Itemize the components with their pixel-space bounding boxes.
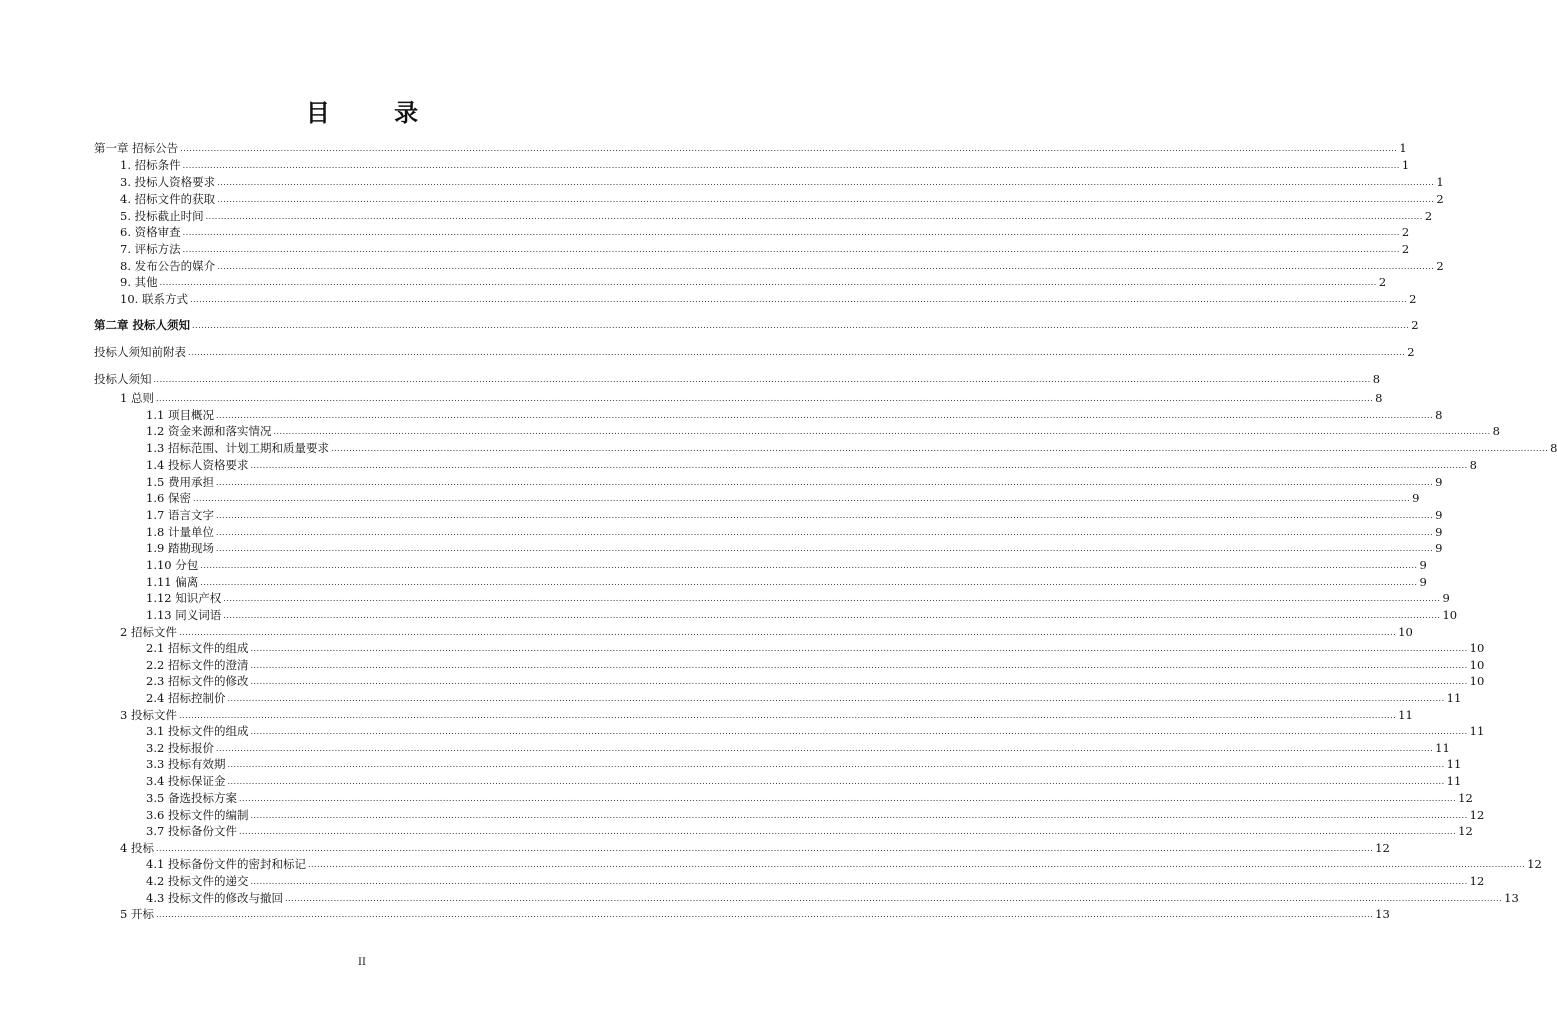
toc-entry-page: 13	[1504, 891, 1519, 905]
toc-entry-page: 12	[1458, 824, 1473, 838]
toc-entry-label: 4 投标	[120, 841, 154, 855]
toc-entry-page: 8	[1492, 424, 1500, 438]
toc-leader-dots: ................................................................................................................................................................................................................................................................................................................................................................................................................	[215, 511, 1434, 520]
toc-entry[interactable]	[94, 458, 1477, 472]
toc-entry-label: 4.1 投标备份文件的密封和标记	[146, 857, 306, 871]
toc-leader-dots: ................................................................................................................................................................................................................................................................................................................................................................................................................	[238, 827, 1457, 836]
toc-entry[interactable]	[94, 674, 1485, 688]
toc-entry[interactable]	[94, 209, 1433, 223]
toc-entry-page: 13	[1375, 907, 1390, 921]
toc-entry-label: 1.11 偏离	[146, 575, 199, 589]
toc-entry-label: 3.6 投标文件的编制	[146, 808, 249, 822]
toc-leader-dots: ................................................................................................................................................................................................................................................................................................................................................................................................................	[250, 877, 1468, 886]
toc-entry-page: 9	[1435, 475, 1443, 489]
toc-entry[interactable]	[94, 575, 1427, 589]
toc-entry[interactable]	[94, 242, 1410, 256]
toc-entry-page: 8	[1550, 441, 1557, 455]
toc-entry[interactable]	[94, 525, 1443, 539]
toc-entry-label: 4.3 投标文件的修改与撤回	[146, 891, 283, 905]
toc-entry-page: 10	[1442, 608, 1458, 622]
toc-entry-page: 12	[1458, 791, 1473, 805]
toc-entry-page: 8	[1375, 391, 1383, 405]
toc-entry[interactable]	[94, 558, 1427, 572]
toc-entry[interactable]	[94, 508, 1443, 522]
toc-leader-dots: ................................................................................................................................................................................................................................................................................................................................................................................................................	[155, 910, 1374, 919]
toc-leader-dots: ................................................................................................................................................................................................................................................................................................................................................................................................................	[227, 760, 1445, 769]
toc-leader-dots: ................................................................................................................................................................................................................................................................................................................................................................................................................	[159, 278, 1377, 287]
toc-entry[interactable]	[94, 424, 1500, 438]
toc-leader-dots: ................................................................................................................................................................................................................................................................................................................................................................................................................	[215, 528, 1434, 537]
toc-entry-label: 1.7 语言文字	[146, 508, 214, 522]
toc-leader-dots: ................................................................................................................................................................................................................................................................................................................................................................................................................	[217, 195, 1435, 204]
toc-entry-page: 12	[1469, 808, 1485, 822]
toc-entry-label: 2.4 招标控制价	[146, 691, 226, 705]
toc-entry-label: 1.6 保密	[146, 491, 191, 505]
toc-leader-dots: ................................................................................................................................................................................................................................................................................................................................................................................................................	[223, 594, 1441, 603]
toc-entry[interactable]	[94, 158, 1410, 172]
toc-entry-label: 3.1 投标文件的组成	[146, 724, 249, 738]
toc-entry-label: 3.2 投标报价	[146, 741, 214, 755]
toc-entry-page: 9	[1435, 508, 1443, 522]
toc-entry[interactable]	[94, 841, 1390, 855]
toc-leader-dots: ................................................................................................................................................................................................................................................................................................................................................................................................................	[250, 644, 1468, 653]
toc-entry[interactable]	[94, 741, 1450, 755]
toc-entry[interactable]	[94, 475, 1443, 489]
toc-entry[interactable]	[94, 491, 1420, 505]
toc-entry[interactable]	[94, 641, 1485, 655]
toc-entry-page: 2	[1378, 275, 1387, 289]
toc-entry[interactable]	[94, 541, 1443, 555]
toc-entry-label: 3.5 备选投标方案	[146, 791, 237, 805]
toc-leader-dots: ................................................................................................................................................................................................................................................................................................................................................................................................................	[217, 178, 1435, 187]
toc-entry-page: 12	[1375, 841, 1390, 855]
toc-entry-page: 9	[1435, 525, 1443, 539]
toc-entry-page: 2	[1436, 192, 1444, 206]
toc-entry-label: 1.10 分包	[146, 558, 199, 572]
toc-entry-page: 2	[1409, 292, 1417, 306]
toc-entry-label: 4. 招标文件的获取	[120, 192, 216, 206]
toc-leader-dots: ................................................................................................................................................................................................................................................................................................................................................................................................................	[250, 727, 1468, 736]
toc-entry-page: 11	[1446, 774, 1462, 788]
toc-entry-label: 4.2 投标文件的递交	[146, 874, 249, 888]
toc-entry-label: 2.2 招标文件的澄清	[146, 658, 249, 672]
toc-entry[interactable]	[94, 658, 1485, 672]
toc-entry-page: 11	[1398, 708, 1413, 722]
toc-entry-label: 1.5 费用承担	[146, 475, 214, 489]
toc-leader-dots: ................................................................................................................................................................................................................................................................................................................................................................................................................	[192, 494, 1411, 503]
toc-entry-page: 10	[1469, 674, 1485, 688]
toc-leader-dots: ................................................................................................................................................................................................................................................................................................................................................................................................................	[180, 144, 1398, 153]
toc-entry-label: 1.13 同义词语	[146, 608, 222, 622]
toc-entry-page: 8	[1372, 372, 1381, 386]
toc-leader-dots: ................................................................................................................................................................................................................................................................................................................................................................................................................	[250, 661, 1468, 670]
page-number: II	[358, 957, 366, 968]
toc-entry-page: 9	[1419, 575, 1427, 589]
toc-leader-dots: ................................................................................................................................................................................................................................................................................................................................................................................................................	[307, 860, 1526, 869]
toc-entry-page: 1	[1401, 158, 1410, 172]
toc-entry-label: 第一章 招标公告	[94, 141, 179, 155]
toc-leader-dots: ................................................................................................................................................................................................................................................................................................................................................................................................................	[284, 894, 1503, 903]
toc-entry[interactable]	[94, 441, 1557, 455]
toc-entry-label: 2.3 招标文件的修改	[146, 674, 249, 688]
toc-entry[interactable]	[94, 891, 1519, 905]
toc-leader-dots: ................................................................................................................................................................................................................................................................................................................................................................................................................	[192, 321, 1410, 330]
toc-leader-dots: ................................................................................................................................................................................................................................................................................................................................................................................................................	[155, 844, 1374, 853]
toc-leader-dots: ................................................................................................................................................................................................................................................................................................................................................................................................................	[273, 427, 1491, 436]
toc-entry[interactable]	[94, 141, 1407, 155]
toc-entry-label: 1.9 踏勘现场	[146, 541, 214, 555]
toc-entry-page: 2	[1401, 242, 1410, 256]
toc-entry-page: 2	[1401, 225, 1410, 239]
toc-entry[interactable]	[94, 275, 1387, 289]
toc-leader-dots: ................................................................................................................................................................................................................................................................................................................................................................................................................	[215, 744, 1434, 753]
toc-entry-label: 投标人须知	[94, 372, 152, 386]
toc-entry-page: 2	[1424, 209, 1433, 223]
toc-entry[interactable]	[94, 808, 1485, 822]
toc-leader-dots: ................................................................................................................................................................................................................................................................................................................................................................................................................	[189, 295, 1408, 304]
toc-entry-page: 1	[1399, 141, 1407, 155]
toc-entry[interactable]	[94, 708, 1413, 722]
toc-entry-label: 9. 其他	[120, 275, 158, 289]
toc-entry-page: 9	[1419, 558, 1427, 572]
toc-leader-dots: ................................................................................................................................................................................................................................................................................................................................................................................................................	[215, 478, 1434, 487]
toc-entry[interactable]	[94, 192, 1444, 206]
toc-entry-label: 1.8 计量单位	[146, 525, 214, 539]
toc-entry-label: 1.3 招标范围、计划工期和质量要求	[146, 441, 329, 455]
toc-entry-label: 1.4 投标人资格要求	[146, 458, 249, 472]
toc-entry[interactable]	[94, 259, 1444, 273]
toc-leader-dots: ................................................................................................................................................................................................................................................................................................................................................................................................................	[182, 161, 1400, 170]
toc-entry-label: 8. 发布公告的媒介	[120, 259, 216, 273]
toc-entry-page: 10	[1469, 658, 1485, 672]
toc-entry[interactable]	[94, 608, 1458, 622]
toc-entry-label: 5. 投标截止时间	[120, 209, 204, 223]
toc-entry[interactable]	[94, 408, 1443, 422]
toc-entry-label: 1.12 知识产权	[146, 591, 222, 605]
toc-leader-dots: ................................................................................................................................................................................................................................................................................................................................................................................................................	[182, 245, 1400, 254]
toc-entry[interactable]	[94, 857, 1542, 871]
toc-entry-label: 6. 资格审查	[120, 225, 181, 239]
toc-entry[interactable]	[94, 318, 1419, 332]
toc-entry-page: 9	[1412, 491, 1420, 505]
toc-entry-label: 2 招标文件	[120, 625, 177, 639]
toc-entry[interactable]	[94, 691, 1462, 705]
toc-entry[interactable]	[94, 225, 1410, 239]
toc-leader-dots: ................................................................................................................................................................................................................................................................................................................................................................................................................	[227, 694, 1445, 703]
toc-entry-page: 10	[1469, 641, 1485, 655]
toc-entry-page: 11	[1469, 724, 1485, 738]
toc-entry-page: 8	[1435, 408, 1443, 422]
toc-entry[interactable]	[94, 774, 1462, 788]
toc-entry[interactable]	[94, 907, 1390, 921]
toc-leader-dots: ................................................................................................................................................................................................................................................................................................................................................................................................................	[178, 711, 1397, 720]
toc-leader-dots: ................................................................................................................................................................................................................................................................................................................................................................................................................	[200, 561, 1418, 570]
toc-entry-page: 10	[1398, 625, 1413, 639]
toc-entry-label: 3.4 投标保证金	[146, 774, 226, 788]
toc-entry[interactable]	[94, 175, 1444, 189]
toc-entry-page: 12	[1527, 857, 1542, 871]
toc-entry-label: 1.2 资金来源和落实情况	[146, 424, 272, 438]
toc-entry[interactable]	[94, 372, 1381, 386]
toc-entry[interactable]	[94, 724, 1485, 738]
toc-leader-dots: ................................................................................................................................................................................................................................................................................................................................................................................................................	[200, 578, 1418, 587]
toc-leader-dots: ................................................................................................................................................................................................................................................................................................................................................................................................................	[330, 444, 1549, 453]
toc-leader-dots: ................................................................................................................................................................................................................................................................................................................................................................................................................	[178, 628, 1397, 637]
toc-entry[interactable]	[94, 345, 1415, 359]
toc-entry-page: 11	[1435, 741, 1450, 755]
toc-entry-page: 2	[1407, 345, 1415, 359]
toc-entry[interactable]	[94, 757, 1462, 771]
toc-entry-label: 1. 招标条件	[120, 158, 181, 172]
toc-entry-label: 3.3 投标有效期	[146, 757, 226, 771]
toc-entry-page: 2	[1436, 259, 1444, 273]
toc-entry-page: 11	[1446, 691, 1462, 705]
toc-entry-page: 9	[1442, 591, 1450, 605]
toc-entry[interactable]	[94, 874, 1485, 888]
toc-entry-page: 11	[1446, 757, 1462, 771]
page-title: 目 录	[305, 98, 447, 127]
toc-entry-page: 9	[1435, 541, 1443, 555]
toc-entry-label: 7. 评标方法	[120, 242, 181, 256]
toc-leader-dots: ................................................................................................................................................................................................................................................................................................................................................................................................................	[205, 212, 1423, 221]
toc-entry-label: 3.7 投标备份文件	[146, 824, 237, 838]
toc-entry-page: 1	[1436, 175, 1444, 189]
toc-entry[interactable]	[94, 391, 1383, 405]
toc-entry-page: 12	[1469, 874, 1485, 888]
toc-entry-label: 投标人须知前附表	[94, 345, 186, 359]
toc-leader-dots: ................................................................................................................................................................................................................................................................................................................................................................................................................	[250, 811, 1468, 820]
toc-leader-dots: ................................................................................................................................................................................................................................................................................................................................................................................................................	[153, 375, 1371, 384]
toc-leader-dots: ................................................................................................................................................................................................................................................................................................................................................................................................................	[215, 544, 1434, 553]
toc-entry-label: 3. 投标人资格要求	[120, 175, 216, 189]
toc-entry-label: 3 投标文件	[120, 708, 177, 722]
toc-entry[interactable]	[94, 824, 1473, 838]
toc-entry-label: 1 总则	[120, 391, 154, 405]
toc-leader-dots: ................................................................................................................................................................................................................................................................................................................................................................................................................	[188, 348, 1406, 357]
toc-entry[interactable]	[94, 591, 1450, 605]
toc-leader-dots: ................................................................................................................................................................................................................................................................................................................................................................................................................	[227, 777, 1445, 786]
toc-entry[interactable]	[94, 625, 1413, 639]
toc-entry-label: 第二章 投标人须知	[94, 318, 191, 332]
toc-entry[interactable]	[94, 791, 1473, 805]
toc-entry-page: 2	[1411, 318, 1419, 332]
toc-leader-dots: ................................................................................................................................................................................................................................................................................................................................................................................................................	[223, 611, 1441, 620]
toc-leader-dots: ................................................................................................................................................................................................................................................................................................................................................................................................................	[182, 228, 1400, 237]
toc-entry-page: 8	[1469, 458, 1477, 472]
toc-leader-dots: ................................................................................................................................................................................................................................................................................................................................................................................................................	[155, 394, 1374, 403]
toc-leader-dots: ................................................................................................................................................................................................................................................................................................................................................................................................................	[215, 411, 1434, 420]
toc-leader-dots: ................................................................................................................................................................................................................................................................................................................................................................................................................	[217, 262, 1435, 271]
toc-leader-dots: ................................................................................................................................................................................................................................................................................................................................................................................................................	[250, 461, 1468, 470]
toc-leader-dots: ................................................................................................................................................................................................................................................................................................................................................................................................................	[250, 677, 1468, 686]
toc-entry[interactable]	[94, 292, 1417, 306]
toc-entry-label: 10. 联系方式	[120, 292, 188, 306]
toc-leader-dots: ................................................................................................................................................................................................................................................................................................................................................................................................................	[238, 794, 1457, 803]
toc-entry-label: 1.1 项目概况	[146, 408, 214, 422]
toc-entry-label: 2.1 招标文件的组成	[146, 641, 249, 655]
toc-entry-label: 5 开标	[120, 907, 154, 921]
